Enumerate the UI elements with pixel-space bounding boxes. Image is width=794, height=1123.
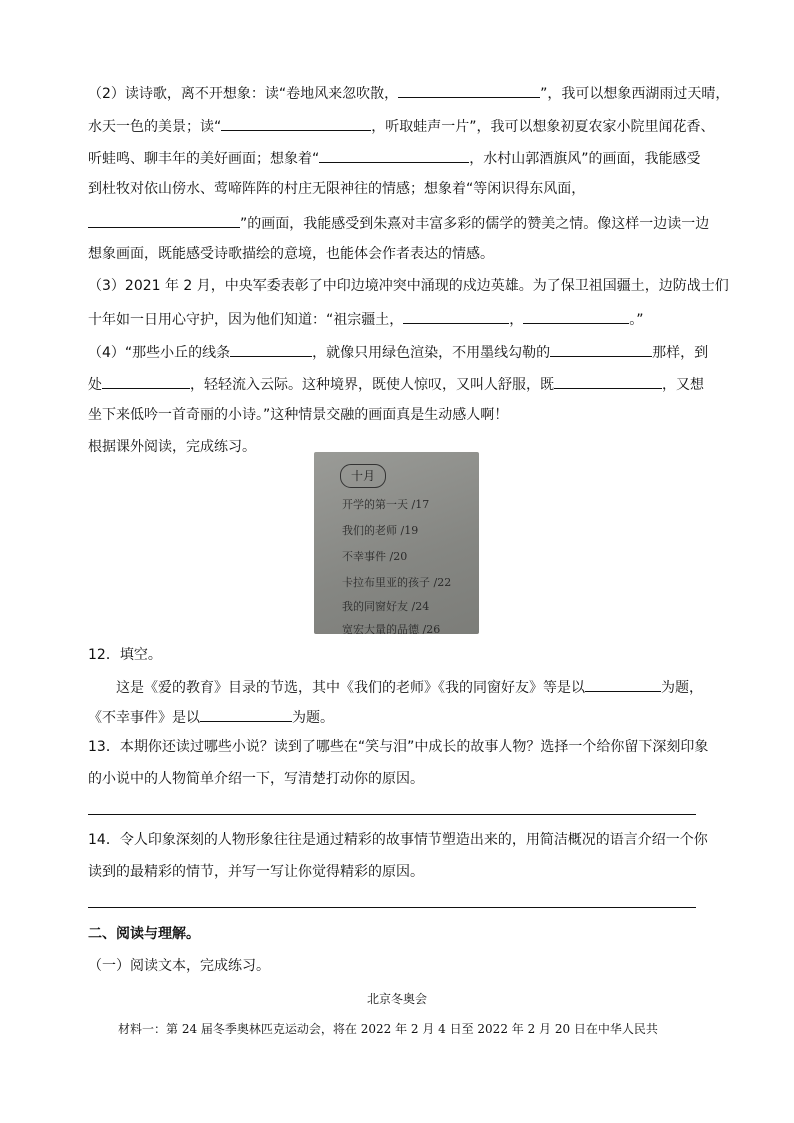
toc-item: 不幸事件 /20 (342, 550, 408, 563)
q13-line1: 13．本期你还读过哪些小说？读到了哪些在“笑与泪”中成长的故事人物？选择一个给你留下深刻印象 (88, 739, 709, 755)
answer-blank[interactable] (230, 341, 312, 357)
toc-header: 十月 (340, 464, 386, 488)
q12-text: 为题。 (292, 710, 334, 726)
answer-blank[interactable] (585, 676, 661, 692)
reading-intro: 根据课外阅读，完成练习。 (88, 439, 256, 455)
q4-text: 处 (88, 377, 102, 393)
toc-item: 宽宏大量的品德 /26 (342, 623, 441, 634)
q4-text: （4）“那些小丘的线条 (88, 345, 231, 361)
answer-blank[interactable] (221, 115, 371, 131)
q12-line2 (88, 706, 334, 728)
section-subtitle: （一）阅读文本，完成练习。 (88, 958, 270, 974)
passage-line: 材料一：第 24 届冬季奥林匹克运动会，将在 2022 年 2 月 4 日至 2022 年 2 月 20 日在中华人民共 (118, 1022, 658, 1036)
section-title: 二、阅读与理解。 (88, 926, 200, 942)
toc-item: 卡拉布里亚的孩子 /22 (342, 576, 452, 589)
passage-title: 北京冬奥会 (366, 992, 427, 1006)
q3-text: （3）2021 年 2 月，中央军委表彰了中印边境冲突中涌现的戍边英雄。为了保卫祖国疆土，边防战士们 (88, 278, 729, 294)
q13-line2: 的小说中的人物简单介绍一下，写清楚打动你的原因。 (88, 771, 424, 787)
q2-line6 (88, 244, 494, 264)
q2-text: ”的画面，我能感受到朱熹对丰富多彩的儒学的赞美之情。像这样一边读一边 (240, 216, 710, 232)
q14-line2: 读到的最精彩的情节，并写一写让你觉得精彩的原因。 (88, 864, 424, 880)
q4-text: 坐下来低吟一首奇丽的小诗。”这种情景交融的画面真是生动感人啊！ (88, 407, 509, 423)
q12-title: 12．填空。 (88, 647, 162, 663)
q2-text: 听蛙鸣、聊丰年的美好画面；想象着“ (88, 151, 320, 167)
q2-line2 (88, 115, 715, 137)
q3-text: ， (509, 312, 524, 328)
q2-line4 (88, 179, 585, 199)
answer-blank[interactable] (403, 308, 509, 324)
q4-text: ，轻轻流入云际。这种境界，既使人惊叹，又叫人舒服，既 (190, 377, 554, 393)
q2-text: 到杜牧对依山傍水、莺啼阵阵的村庄无限神往的情感；想象着“等闲识得东风面， (88, 181, 586, 197)
q4-line2 (88, 373, 704, 395)
answer-blank[interactable] (319, 147, 469, 163)
q12-text: 这是《爱的教育》目录的节选，其中《我们的老师》《我的同窗好友》等是以 (116, 680, 585, 696)
q4-line1 (88, 341, 708, 363)
q3-line2 (88, 308, 644, 330)
q4-text: ，就像只用绿色渲染，不用墨线勾勒的 (312, 345, 551, 361)
q4-text: 那样，到 (652, 345, 709, 361)
q4-line3 (88, 405, 508, 425)
q2-text: （2）读诗歌，离不开想象：读“卷地风来忽吹散， (88, 86, 399, 102)
q12-text: 《不幸事件》是以 (88, 710, 200, 726)
q2-line5 (88, 212, 709, 234)
answer-line[interactable] (88, 907, 696, 908)
answer-blank[interactable] (88, 212, 240, 228)
q14-line1: 14．令人印象深刻的人物形象往往是通过精彩的故事情节塑造出来的，用简洁概况的语言介绍一个你 (88, 832, 708, 848)
q2-text: ，听取蛙声一片”，我可以想象初夏农家小院里闻花香、 (371, 119, 715, 135)
answer-blank[interactable] (554, 373, 662, 389)
toc-item: 我的同窗好友 /24 (342, 600, 430, 613)
q3-line1 (88, 276, 729, 296)
q4-text: ，又想 (662, 377, 704, 393)
q2-text: 想象画面，既能感受诗歌描绘的意境，也能体会作者表达的情感。 (88, 246, 494, 262)
answer-blank[interactable] (523, 308, 629, 324)
q2-text: 水天一色的美景；读“ (88, 119, 222, 135)
answer-line[interactable] (88, 814, 696, 815)
toc-photo (314, 452, 479, 634)
toc-item: 开学的第一天 /17 (342, 498, 430, 511)
q2-line3 (88, 147, 701, 169)
q12-line1 (116, 676, 703, 698)
q2-line1 (88, 82, 729, 104)
answer-blank[interactable] (200, 706, 292, 722)
q3-text: 。” (629, 312, 644, 328)
answer-blank[interactable] (398, 82, 540, 98)
q12-text: 为题， (661, 680, 703, 696)
q2-text: ”，我可以想象西湖雨过天晴， (540, 86, 730, 102)
q2-text: ，水村山郭酒旗风”的画面，我能感受 (469, 151, 701, 167)
answer-blank[interactable] (102, 373, 190, 389)
q3-text: 十年如一日用心守护，因为他们知道：“祖宗疆土， (88, 312, 404, 328)
toc-item: 我们的老师 /19 (342, 524, 419, 537)
answer-blank[interactable] (550, 341, 652, 357)
